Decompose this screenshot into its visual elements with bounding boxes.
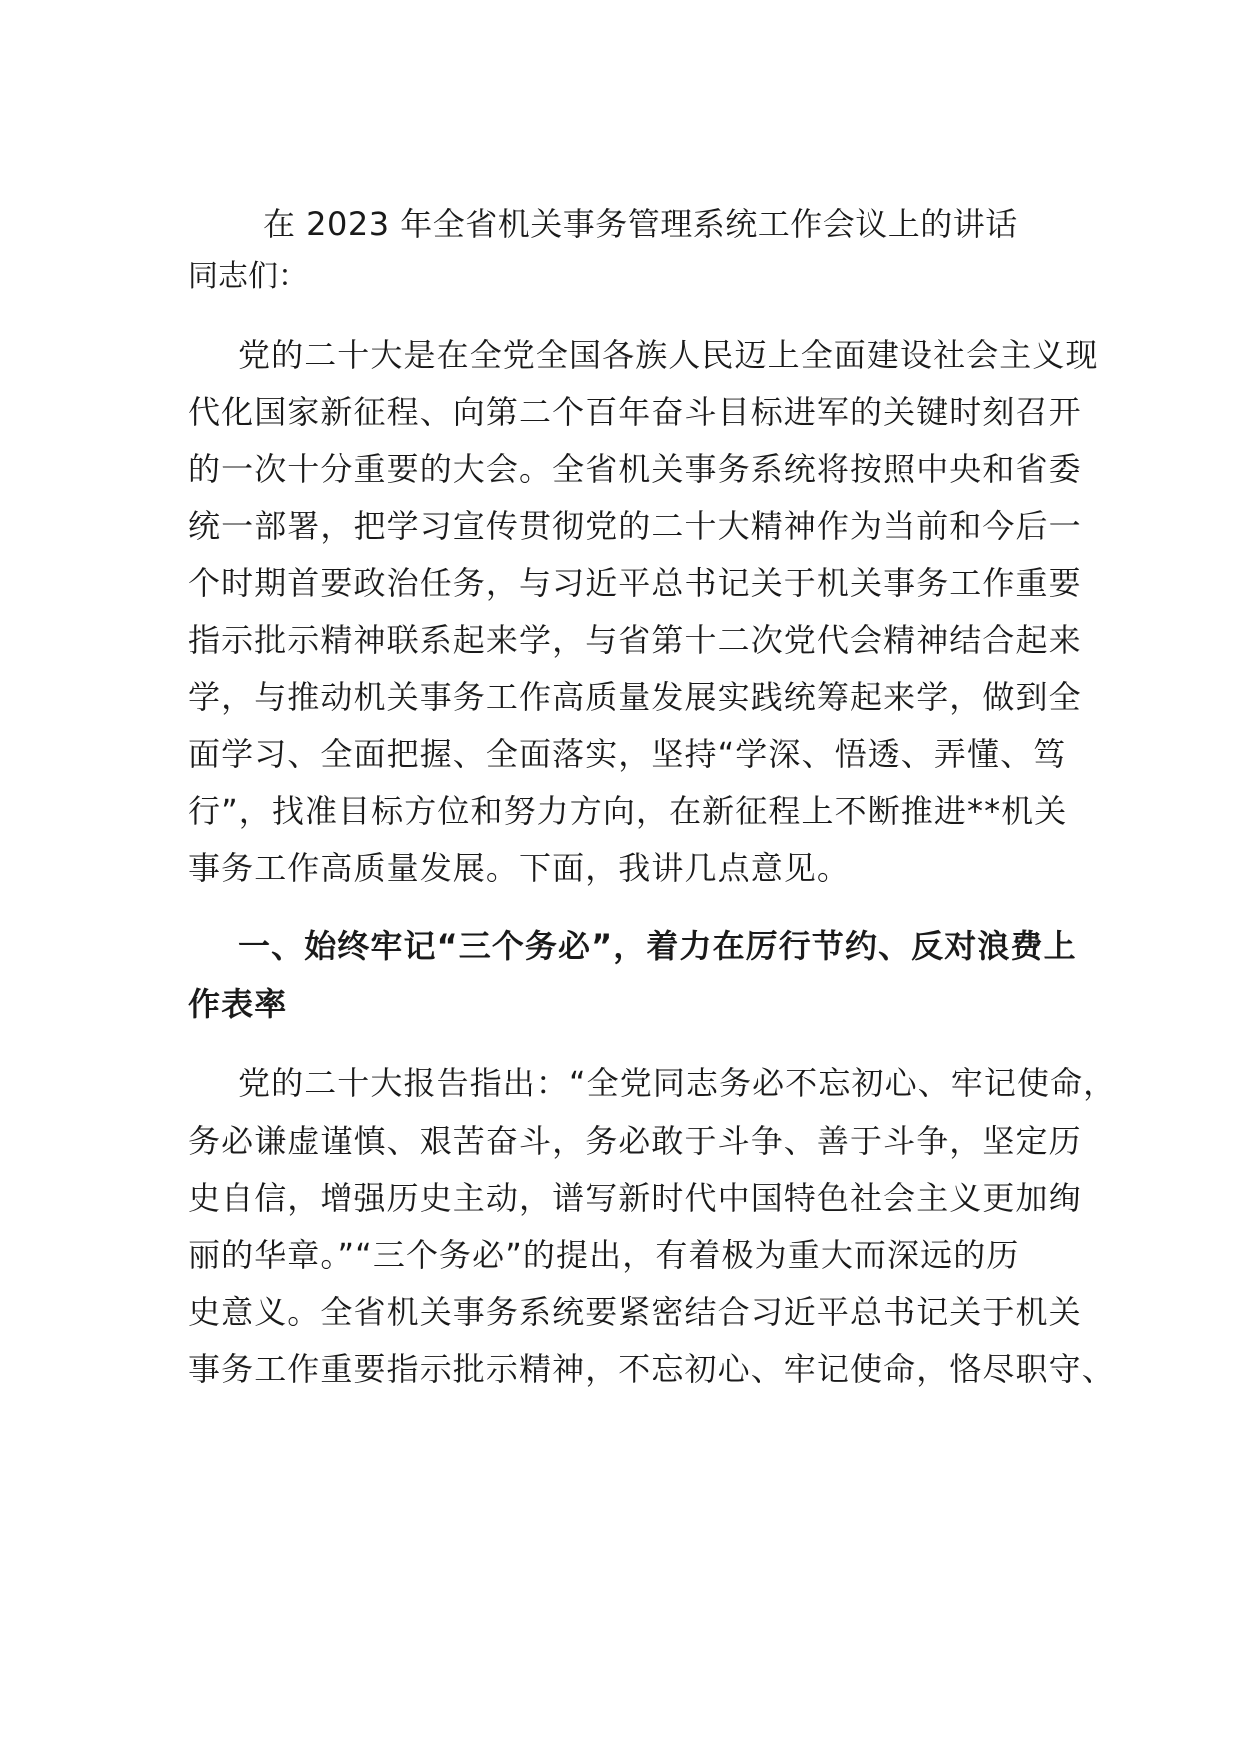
paragraph-line: 面学习、全面把握、全面落实，坚持“学深、悟透、弄懂、笃 <box>188 735 1067 773</box>
section-heading: 一、始终牢记“三个务必”，着力在厉行节约、反对浪费上 <box>238 927 1077 965</box>
paragraph-line: 代化国家新征程、向第二个百年奋斗目标进军的关键时刻召开 <box>188 393 1082 431</box>
section-heading: 作表率 <box>188 985 288 1023</box>
paragraph-line: 指示批示精神联系起来学，与省第十二次党代会精神结合起来 <box>188 621 1082 659</box>
paragraph-line: 党的二十大报告指出：“全党同志务必不忘初心、牢记使命， <box>238 1064 1117 1102</box>
paragraph-line: 丽的华章。”“三个务必”的提出，有着极为重大而深远的历 <box>188 1236 1020 1274</box>
paragraph-line: 的一次十分重要的大会。全省机关事务系统将按照中央和省委 <box>188 450 1082 488</box>
paragraph-line: 行”，找准目标方位和努力方向，在新征程上不断推进**机关 <box>188 792 1068 830</box>
paragraph-line: 事务工作重要指示批示精神，不忘初心、牢记使命，恪尽职守、 <box>188 1350 1115 1388</box>
paragraph-line: 统一部署，把学习宣传贯彻党的二十大精神作为当前和今后一 <box>188 507 1082 545</box>
paragraph-line: 党的二十大是在全党全国各族人民迈上全面建设社会主义现 <box>238 336 1099 374</box>
paragraph-line: 事务工作高质量发展。下面，我讲几点意见。 <box>188 849 851 887</box>
paragraph-line: 史意义。全省机关事务系统要紧密结合习近平总书记关于机关 <box>188 1293 1082 1331</box>
salutation: 同志们： <box>188 259 308 294</box>
paragraph-line: 个时期首要政治任务，与习近平总书记关于机关事务工作重要 <box>188 564 1082 602</box>
paragraph-line: 学，与推动机关事务工作高质量发展实践统筹起来学，做到全 <box>188 678 1082 716</box>
paragraph-line: 务必谦虚谨慎、艰苦奋斗，务必敢于斗争、善于斗争，坚定历 <box>188 1122 1082 1160</box>
document-title: 在 2023 年全省机关事务管理系统工作会议上的讲话 <box>263 205 1018 243</box>
paragraph-line: 史自信，增强历史主动，谱写新时代中国特色社会主义更加绚 <box>188 1179 1082 1217</box>
